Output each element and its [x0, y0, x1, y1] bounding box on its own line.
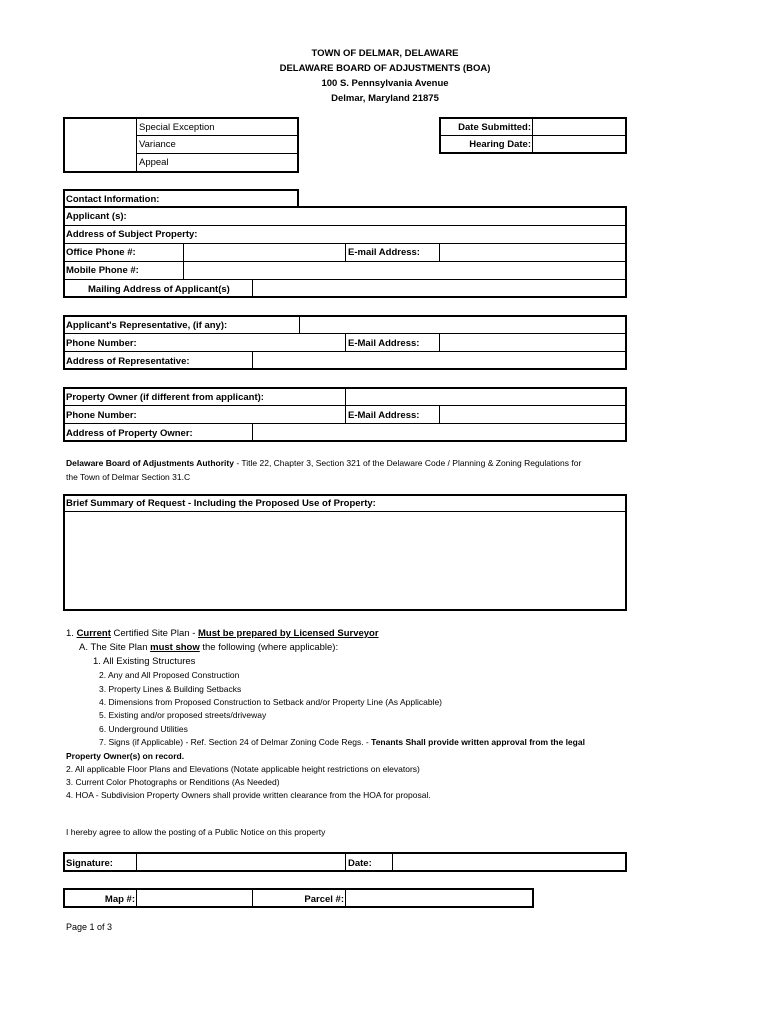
owner-title: Property Owner (if different from applicant): — [66, 392, 264, 403]
mailing-address-field[interactable] — [254, 281, 625, 296]
summary-title: Brief Summary of Request - Including the Proposed Use of Property: — [66, 498, 376, 509]
authority-text: Delaware Board of Adjustments Authority - Title 22, Chapter 3, Section 321 of the Delaware Code / Planning & Zoning Regulations for — [66, 458, 582, 468]
signature-date-label: Date: — [348, 858, 372, 869]
owner-address-label: Address of Property Owner: — [66, 428, 193, 439]
requirement-sub-3: 3. Property Lines & Building Setbacks — [99, 684, 242, 694]
requirement-item-4: 4. HOA - Subdivision Property Owners shall provide written clearance from the HOA for proposal. — [66, 790, 431, 800]
rep-email-field[interactable] — [441, 335, 625, 350]
requirement-item-a: A. The Site Plan must show the following (where applicable): — [79, 642, 339, 653]
requirement-sub-7-cont: Property Owner(s) on record. — [66, 751, 185, 761]
hearing-date-field[interactable] — [534, 137, 625, 152]
address-subject-field[interactable] — [200, 227, 625, 242]
header-town: TOWN OF DELMAR, DELAWARE — [311, 48, 459, 59]
page-number: Page 1 of 3 — [66, 922, 113, 932]
owner-address-field[interactable] — [254, 425, 625, 440]
address-subject-label: Address of Subject Property: — [66, 229, 198, 240]
email-label: E-mail Address: — [348, 247, 420, 258]
variance-checkbox[interactable] — [65, 137, 135, 153]
applicant-label: Applicant (s): — [66, 211, 127, 222]
requirement-sub-1: 1. All Existing Structures — [93, 656, 196, 667]
header-street: 100 S. Pennsylvania Avenue — [321, 78, 449, 89]
rep-address-field[interactable] — [254, 353, 625, 368]
requirement-sub-6: 6. Underground Utilities — [99, 724, 188, 734]
representative-title: Applicant's Representative, (if any): — [66, 320, 228, 331]
owner-email-field[interactable] — [441, 407, 625, 422]
requirement-item-3: 3. Current Color Photographs or Renditions (As Needed) — [66, 777, 280, 787]
signature-field[interactable] — [138, 854, 344, 870]
mobile-phone-field[interactable] — [185, 263, 625, 278]
owner-phone-field[interactable] — [150, 407, 344, 422]
date-submitted-field[interactable] — [534, 119, 625, 134]
variance-label: Variance — [139, 139, 176, 150]
owner-email-label: E-Mail Address: — [348, 410, 420, 421]
date-submitted-label: Date Submitted: — [458, 122, 531, 133]
special-exception-checkbox[interactable] — [65, 119, 135, 135]
appeal-checkbox[interactable] — [65, 155, 135, 171]
header-city: Delmar, Maryland 21875 — [331, 93, 439, 104]
requirement-sub-5: 5. Existing and/or proposed streets/driveway — [99, 710, 267, 720]
requirement-sub-7: 7. Signs (if Applicable) - Ref. Section 24 of Delmar Zoning Code Regs. - Tenants Shall provide written approval from the legal — [99, 737, 585, 747]
owner-name-field[interactable] — [347, 389, 625, 404]
summary-textarea[interactable] — [66, 514, 624, 608]
parcel-label: Parcel #: — [304, 894, 344, 905]
hearing-date-label: Hearing Date: — [469, 139, 531, 150]
map-label: Map #: — [104, 894, 135, 905]
mailing-address-label: Mailing Address of Applicant(s) — [88, 284, 230, 295]
rep-phone-field[interactable] — [150, 335, 344, 350]
requirement-item-1: 1. Current Certified Site Plan - Must be prepared by Licensed Surveyor — [66, 628, 379, 639]
rep-email-label: E-Mail Address: — [348, 338, 420, 349]
agreement-text: I hereby agree to allow the posting of a Public Notice on this property — [66, 827, 326, 837]
rep-address-label: Address of Representative: — [66, 356, 190, 367]
email-field[interactable] — [441, 245, 625, 260]
special-exception-label: Special Exception — [139, 122, 215, 133]
owner-phone-label: Phone Number: — [66, 410, 137, 421]
map-field[interactable] — [138, 890, 251, 906]
office-phone-field[interactable] — [185, 245, 344, 260]
authority-text-line2: the Town of Delmar Section 31.C — [66, 472, 191, 482]
office-phone-label: Office Phone #: — [66, 247, 136, 258]
contact-title: Contact Information: — [66, 194, 160, 205]
signature-label: Signature: — [66, 858, 113, 869]
signature-date-field[interactable] — [394, 854, 625, 870]
requirement-sub-2: 2. Any and All Proposed Construction — [99, 670, 240, 680]
rep-phone-label: Phone Number: — [66, 338, 137, 349]
requirement-item-2: 2. All applicable Floor Plans and Elevations (Notate applicable height restrictions on elevators) — [66, 764, 420, 774]
appeal-label: Appeal — [139, 157, 169, 168]
parcel-field[interactable] — [347, 890, 532, 906]
mobile-phone-label: Mobile Phone #: — [66, 265, 139, 276]
applicant-field[interactable] — [140, 208, 625, 224]
header-board: DELAWARE BOARD OF ADJUSTMENTS (BOA) — [279, 63, 491, 74]
representative-name-field[interactable] — [301, 317, 625, 332]
requirement-sub-4: 4. Dimensions from Proposed Construction to Setback and/or Property Line (As Applicable) — [99, 697, 443, 707]
